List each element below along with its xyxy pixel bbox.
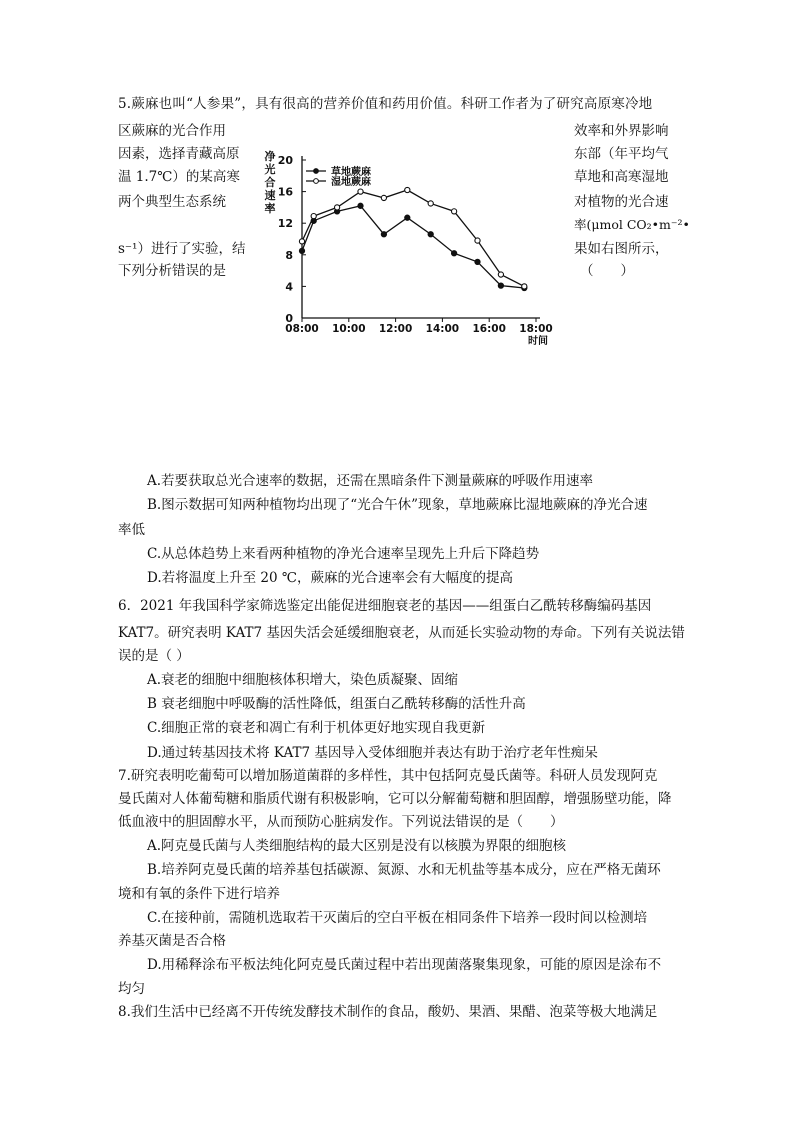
series-2-point xyxy=(405,187,410,192)
chart-series xyxy=(299,187,527,290)
q7-option-b: B.培养阿克曼氏菌的培养基包括碳源、氮源、水和无机盐等基本成分，应在严格无菌环 xyxy=(147,862,661,878)
series-2-point xyxy=(475,238,480,243)
q5-left-5: s⁻¹）进行了实验，结 xyxy=(118,241,246,257)
x-tick-label: 16:00 xyxy=(472,323,506,335)
y-tick-label: 4 xyxy=(285,280,293,294)
q5-right-4: 对植物的光合速 xyxy=(574,194,669,210)
series-2-point xyxy=(428,201,433,206)
y-tick-label: 12 xyxy=(277,217,293,231)
q5-right-1: 效率和外界影响 xyxy=(574,123,669,139)
x-tick-label: 18:00 xyxy=(519,323,553,335)
q6-line1: 6．2021 年我国科学家筛选鉴定出能促进细胞衰老的基因——组蛋白乙酰转移酶编码基因 xyxy=(118,598,652,614)
q5-line1: 5.蕨麻也叫“人参果”，具有很高的营养价值和药用价值。科研工作者为了研究高原寒冷地 xyxy=(118,96,653,112)
series-2-point xyxy=(335,205,340,210)
q6-option-a: A.衰老的细胞中细胞核体积增大，染色质凝聚、固缩 xyxy=(147,672,459,688)
q5-option-c: C.从总体趋势上来看两种植物的净光合速率呈现先上升后下降趋势 xyxy=(147,546,540,562)
series-1-point xyxy=(299,248,304,253)
q6-line3: 误的是（ ） xyxy=(118,648,190,664)
q5-right-6: 果如右图所示， xyxy=(574,241,669,257)
y-axis-label-char: 光 xyxy=(264,163,276,176)
series-line-1 xyxy=(302,206,524,288)
q5-right-2: 东部（年平均气 xyxy=(574,146,669,162)
q6-option-c: C.细胞正常的衰老和凋亡有利于机体更好地实现自我更新 xyxy=(147,720,486,736)
series-2-point xyxy=(358,189,363,194)
series-1-point xyxy=(405,215,410,220)
q7-option-d: D.用稀释涂布平板法纯化阿克曼氏菌过程中若出现菌落聚集现象，可能的原因是涂布不 xyxy=(147,957,662,973)
x-tick-label: 08:00 xyxy=(285,323,319,335)
x-tick-label: 10:00 xyxy=(332,323,366,335)
series-1-point xyxy=(498,283,503,288)
y-axis-label-char: 率 xyxy=(264,202,276,215)
series-2-point xyxy=(522,284,527,289)
series-2-point xyxy=(498,272,503,277)
q6-option-b: B 衰老细胞中呼吸酶的活性降低，组蛋白乙酰转移酶的活性升高 xyxy=(147,696,526,712)
y-tick-label: 0 xyxy=(285,312,293,325)
series-line-2 xyxy=(302,190,524,286)
y-axis-label-char: 合 xyxy=(264,176,276,189)
q5-option-b: B.图示数据可知两种植物均出现了“光合午休”现象，草地蕨麻比湿地蕨麻的净光合速 xyxy=(147,497,648,513)
q5-left-1: 区蕨麻的光合作用 xyxy=(118,123,226,139)
x-tick-label: 14:00 xyxy=(425,323,460,335)
q7-line2: 曼氏菌对人体葡萄糖和脂质代谢有积极影响，它可以分解葡萄糖和胆固醇，增强肠壁功能，降 xyxy=(118,791,672,807)
series-2-point xyxy=(381,195,386,200)
q5-left-3: 温 1.7℃）的某高寒 xyxy=(118,169,240,185)
legend-label: 湿地蕨麻 xyxy=(331,177,371,188)
q5-left-6: 下列分析错误的是 xyxy=(118,263,226,279)
q7-option-c-cont: 养基灭菌是否合格 xyxy=(118,933,226,949)
q5-left-4: 两个典型生态系统 xyxy=(118,194,226,210)
q6-line2: KAT7。研究表明 KAT7 基因失活会延缓细胞衰老，从而延长实验动物的寿命。下列有关说法错 xyxy=(118,625,685,641)
net-photosynthesis-chart xyxy=(262,144,562,352)
q5-right-3: 草地和高寒湿地 xyxy=(574,169,669,185)
q5-option-b-cont: 率低 xyxy=(118,522,145,538)
q5-right-5: 率(μmol CO₂•m⁻²• xyxy=(574,217,690,232)
series-2-point xyxy=(311,213,316,218)
q7-option-d-cont: 均匀 xyxy=(118,981,145,997)
y-tick-label: 20 xyxy=(277,154,293,167)
q6-option-d: D.通过转基因技术将 KAT7 基因导入受体细胞并表达有助于治疗老年性痴呆 xyxy=(147,745,598,761)
legend-marker xyxy=(314,169,319,174)
series-1-point xyxy=(381,232,386,237)
q7-line1: 7.研究表明吃葡萄可以增加肠道菌群的多样性，其中包括阿克曼氏菌等。科研人员发现阿克 xyxy=(118,768,658,784)
x-ticks xyxy=(285,318,552,335)
q7-line3: 低血液中的胆固醇水平，从而预防心脏病发作。下列说法错误的是（ ） xyxy=(118,814,564,830)
series-1-point xyxy=(428,232,433,237)
legend-marker xyxy=(314,179,319,184)
x-tick-label: 12:00 xyxy=(378,323,413,335)
q5-right-7: （ ） xyxy=(580,263,634,279)
q5-option-a: A.若要获取总光合速率的数据，还需在黑暗条件下测量蕨麻的呼吸作用速率 xyxy=(147,473,594,489)
series-2-point xyxy=(299,239,304,244)
series-1-point xyxy=(452,251,457,256)
series-2-point xyxy=(452,209,457,214)
y-axis-label xyxy=(265,149,277,215)
q8-line1: 8.我们生活中已经离不开传统发酵技术制作的食品，酸奶、果酒、果醋、泡菜等极大地满足 xyxy=(118,1004,658,1020)
y-axis-label-char: 净 xyxy=(264,150,276,163)
q5-option-d: D.若将温度上升至 20 ℃，蕨麻的光合速率会有大幅度的提高 xyxy=(147,570,513,586)
q7-option-a: A.阿克曼氏菌与人类细胞结构的最大区别是没有以核膜为界限的细胞核 xyxy=(147,838,567,854)
q5-left-2: 因素，选择青藏高原 xyxy=(118,146,240,162)
legend-label: 草地蕨麻 xyxy=(331,167,371,178)
y-axis-label-char: 速 xyxy=(264,189,276,202)
q7-option-b-cont: 境和有氧的条件下进行培养 xyxy=(118,886,280,902)
q7-option-c: C.在接种前，需随机选取若干灭菌后的空白平板在相同条件下培养一段时间以检测培 xyxy=(147,910,648,926)
chart-legend xyxy=(306,165,371,188)
series-1-point xyxy=(475,259,480,264)
y-tick-label: 16 xyxy=(277,185,293,199)
series-1-point xyxy=(358,203,363,208)
x-axis-label: 时间 xyxy=(528,336,548,347)
y-tick-label: 8 xyxy=(285,248,293,262)
